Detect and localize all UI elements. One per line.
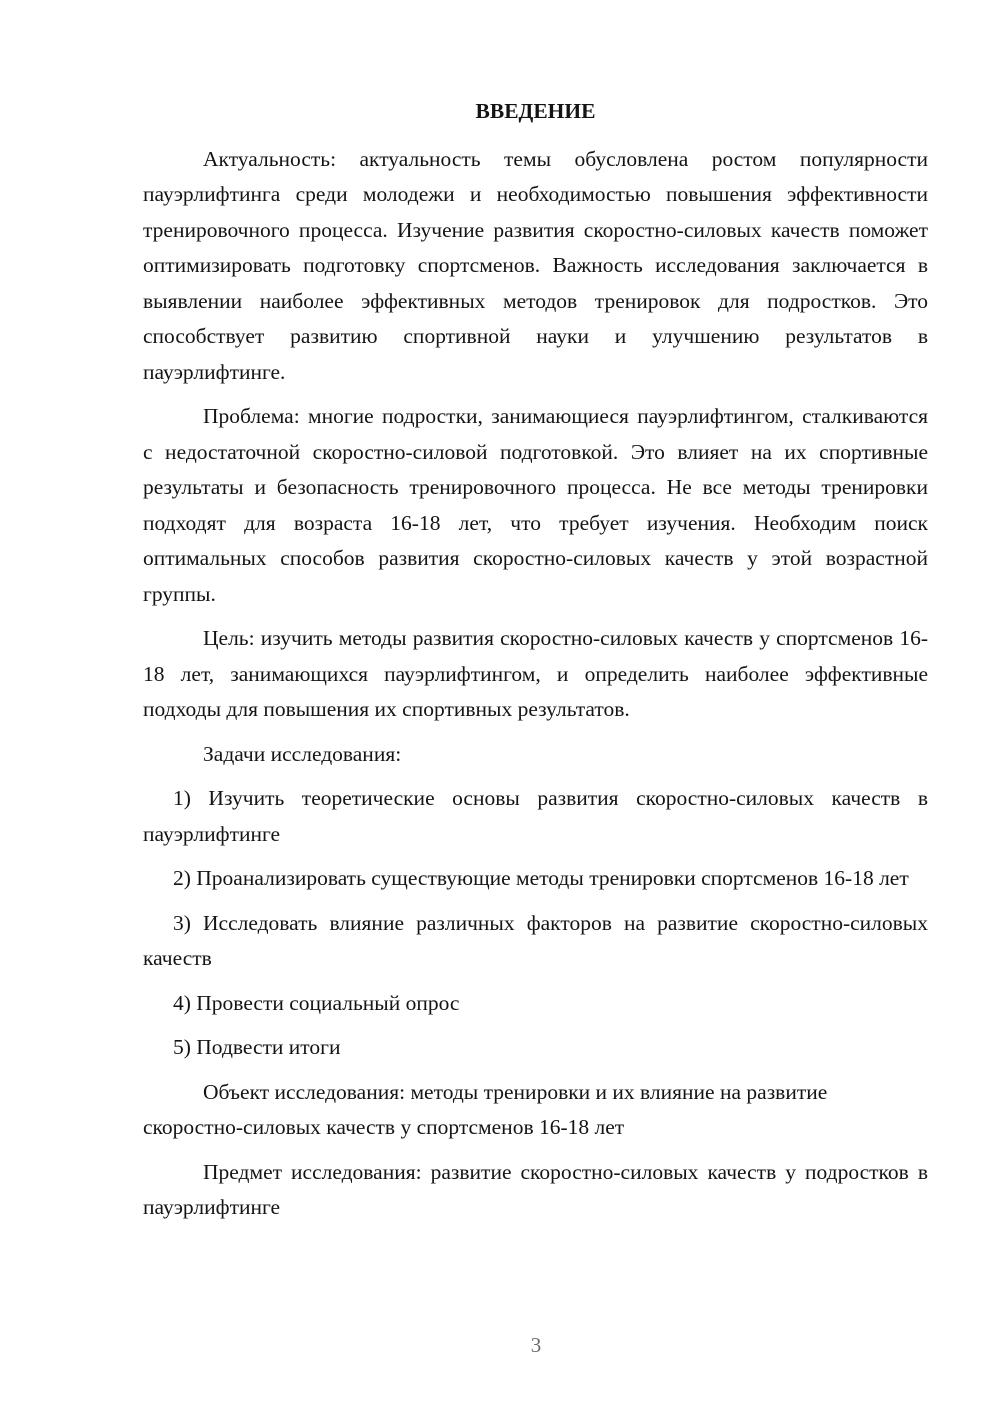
task-item-5: 5) Подвести итоги [173,1035,341,1059]
goal-paragraph: Цель: изучить методы развития скоростно-силовых качеств у спортсменов 16-18 лет, занимающихся пауэрлифтингом, и определить наиболее эффективные подходы для повышения их спортивных результатов. [143,626,928,721]
page-content [143,94,928,1235]
subject-paragraph: Предмет исследования: развитие скоростно-силовых качеств у подростков в пауэрлифтинге [143,1159,928,1219]
relevance-paragraph: Актуальность: актуальность темы обусловлена ростом популярности пауэрлифтинга среди молодежи и необходимостью повышения эффективности тренировочного процесса. Изучение развития скоростно-силовых качеств поможет оптимизировать подготовку спортсменов. Важность исследования заключается в выявлении наиболее эффективных методов тренировок для подростков. Это способствует развитию спортивной науки и улучшению результатов в пауэрлифтинге. [143,146,928,384]
task-item-2: 2) Проанализировать существующие методы тренировки спортсменов 16-18 лет [173,866,909,890]
task-item-3: 3) Исследовать влияние различных факторов на развитие скоростно-силовых качеств [143,910,928,970]
task-item-4: 4) Провести социальный опрос [173,990,460,1015]
tasks-title: Задачи исследования: [203,741,402,766]
problem-paragraph: Проблема: многие подростки, занимающиеся пауэрлифтингом, сталкиваются с недостаточной скоростно-силовой подготовкой. Это влияет на их спортивные результаты и безопасность тренировочного процесса. Не все методы тренировки подходят для возраста 16-18 лет, что требует изучения. Необходим поиск оптимальных способов развития скоростно-силовых качеств у этой возрастной группы. [143,404,928,606]
object-paragraph: Объект исследования: методы тренировки и их влияние на развитие скоростно-силовых качеств у спортсменов 16-18 лет [143,1079,828,1139]
task-item-1: 1) Изучить теоретические основы развития скоростно-силовых качеств в пауэрлифтинге [143,786,928,846]
page-number: 3 [530,1333,542,1357]
section-heading: ВВЕДЕНИЕ [475,99,596,123]
